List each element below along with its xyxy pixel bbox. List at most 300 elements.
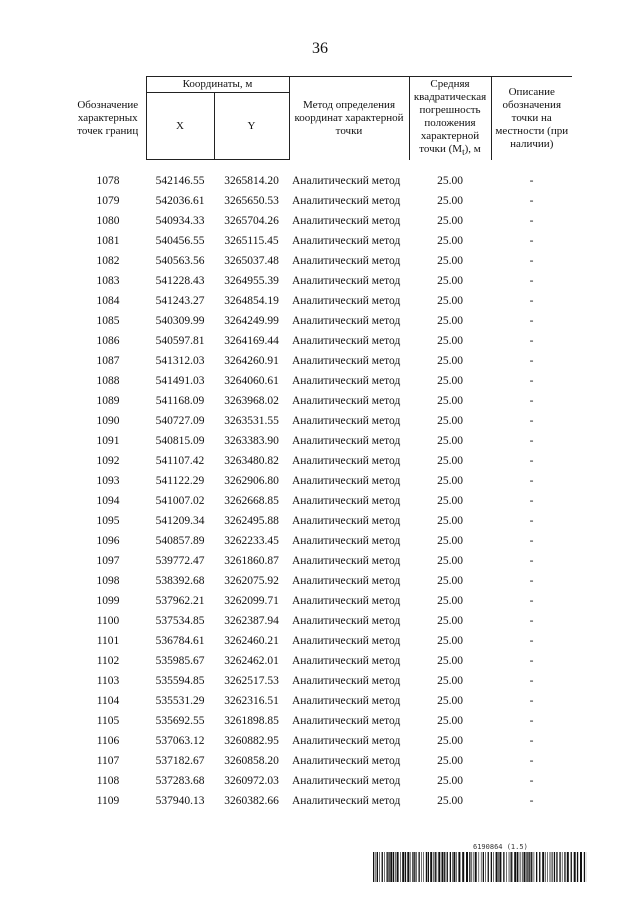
barcode-bar: [521, 852, 522, 882]
row-error: 25.00: [437, 195, 463, 207]
table-row: [70, 331, 572, 351]
table-row: [70, 171, 572, 191]
row-y: 3262233.45: [224, 535, 279, 547]
table-row: [70, 551, 572, 571]
row-y: 3263531.55: [224, 415, 279, 427]
barcode-bar: [499, 852, 501, 882]
row-error: 25.00: [437, 435, 463, 447]
row-description: -: [529, 275, 534, 287]
table-row: [70, 711, 572, 731]
row-x: 542036.61: [155, 195, 205, 207]
row-error: 25.00: [437, 535, 463, 547]
row-method: Аналитический метод: [292, 335, 401, 347]
barcode-bar: [481, 852, 482, 882]
barcode-bar: [382, 852, 383, 882]
header-error-tail: ), м: [464, 142, 481, 155]
row-x: 536784.61: [155, 635, 205, 647]
row-point: 1087: [96, 355, 120, 367]
row-method: Аналитический метод: [292, 215, 401, 227]
row-x: 540597.81: [155, 335, 205, 347]
row-y: 3264260.91: [224, 355, 279, 367]
barcode-bar: [379, 852, 380, 882]
row-y: 3262316.51: [224, 695, 279, 707]
row-description: -: [529, 475, 534, 487]
row-method: Аналитический метод: [292, 675, 401, 687]
row-x: 537940.13: [155, 795, 205, 807]
barcode-bar: [419, 852, 420, 882]
row-error: 25.00: [437, 735, 463, 747]
barcode-bar: [524, 852, 526, 882]
row-error: 25.00: [437, 175, 463, 187]
table-row: [70, 691, 572, 711]
row-description: -: [529, 615, 534, 627]
row-point: 1092: [96, 455, 120, 467]
row-y: 3264060.61: [224, 375, 279, 387]
row-error: 25.00: [437, 275, 463, 287]
row-x: 541122.29: [155, 475, 205, 487]
barcode-bar: [506, 852, 507, 882]
row-x: 540934.33: [155, 215, 205, 227]
table-row: [70, 351, 572, 371]
row-point: 1086: [96, 335, 120, 347]
barcode-bar: [402, 852, 404, 882]
row-y: 3262462.01: [224, 655, 279, 667]
barcode-bar: [452, 852, 453, 882]
row-error: 25.00: [437, 795, 463, 807]
row-y: 3265115.45: [224, 235, 279, 247]
row-method: Аналитический метод: [292, 455, 401, 467]
row-error: 25.00: [437, 675, 463, 687]
barcode-bar: [554, 852, 555, 882]
row-point: 1102: [96, 655, 120, 667]
header-point: Обозначение характерных точек границ: [70, 77, 146, 160]
row-x: 537283.68: [155, 775, 205, 787]
row-error: 25.00: [437, 355, 463, 367]
barcode-bar: [387, 852, 388, 882]
barcode-bar: [534, 852, 535, 882]
row-description: -: [529, 215, 534, 227]
row-description: -: [529, 715, 534, 727]
row-error: 25.00: [437, 375, 463, 387]
row-x: 537534.85: [155, 615, 205, 627]
row-x: 539772.47: [155, 555, 205, 567]
table-row: [70, 751, 572, 771]
barcode-bar: [458, 852, 460, 882]
row-error: 25.00: [437, 515, 463, 527]
barcode-bar: [531, 852, 532, 882]
barcode-bar: [488, 852, 489, 882]
row-y: 3264955.39: [224, 275, 279, 287]
barcode-bar: [453, 852, 455, 882]
row-method: Аналитический метод: [292, 655, 401, 667]
row-description: -: [529, 255, 534, 267]
row-x: 541007.02: [155, 495, 205, 507]
barcode-bar: [577, 852, 578, 882]
row-description: -: [529, 315, 534, 327]
row-y: 3265704.26: [224, 215, 279, 227]
row-error: 25.00: [437, 255, 463, 267]
row-description: -: [529, 675, 534, 687]
header-x: X: [146, 93, 214, 160]
barcode-bar: [428, 852, 429, 882]
row-x: 535531.29: [155, 695, 205, 707]
row-y: 3262075.92: [224, 575, 279, 587]
row-method: Аналитический метод: [292, 775, 401, 787]
barcode-bar: [485, 852, 486, 882]
row-method: Аналитический метод: [292, 695, 401, 707]
row-description: -: [529, 415, 534, 427]
row-error: 25.00: [437, 655, 463, 667]
row-description: -: [529, 235, 534, 247]
row-x: 535692.55: [155, 715, 205, 727]
row-method: Аналитический метод: [292, 375, 401, 387]
barcode-bar: [511, 852, 512, 882]
barcode-bar: [466, 852, 468, 882]
row-x: 542146.55: [155, 175, 205, 187]
row-y: 3263968.02: [224, 395, 279, 407]
row-point: 1091: [96, 435, 120, 447]
row-point: 1094: [96, 495, 120, 507]
barcode-bar: [542, 852, 544, 882]
table-row: [70, 271, 572, 291]
row-error: 25.00: [437, 335, 463, 347]
row-point: 1107: [96, 755, 120, 767]
row-method: Аналитический метод: [292, 355, 401, 367]
table-row: [70, 571, 572, 591]
barcode-bar: [384, 852, 385, 882]
barcode-bar: [437, 852, 438, 882]
barcode-bar: [438, 852, 440, 882]
row-error: 25.00: [437, 295, 463, 307]
row-description: -: [529, 515, 534, 527]
row-method: Аналитический метод: [292, 715, 401, 727]
barcode-bar: [473, 852, 474, 882]
row-point: 1080: [96, 215, 120, 227]
row-y: 3261898.85: [224, 715, 279, 727]
barcode-bar: [580, 852, 582, 882]
barcode-bar: [527, 852, 528, 882]
row-y: 3262517.53: [224, 675, 279, 687]
row-point: 1098: [96, 575, 120, 587]
row-point: 1088: [96, 375, 120, 387]
row-point: 1095: [96, 515, 120, 527]
page-number: 36: [312, 40, 328, 57]
barcode-bar: [469, 852, 470, 882]
barcode-bar: [526, 852, 527, 882]
header-coordinates: Координаты, м: [146, 77, 289, 93]
row-y: 3262387.94: [224, 615, 279, 627]
row-y: 3262099.71: [224, 595, 279, 607]
barcode-bar: [479, 852, 480, 882]
row-x: 537182.67: [155, 755, 205, 767]
row-error: 25.00: [437, 575, 463, 587]
barcode-bar: [539, 852, 540, 882]
row-method: Аналитический метод: [292, 535, 401, 547]
table-row: [70, 291, 572, 311]
barcode-bar: [405, 852, 406, 882]
barcode-bar: [503, 852, 504, 882]
table-row: [70, 631, 572, 651]
row-point: 1101: [96, 635, 120, 647]
barcode-bar: [400, 852, 401, 882]
row-y: 3263383.90: [224, 435, 279, 447]
table-row: [70, 591, 572, 611]
row-point: 1078: [96, 175, 120, 187]
row-x: 537063.12: [155, 735, 205, 747]
row-y: 3260382.66: [224, 795, 279, 807]
row-error: 25.00: [437, 315, 463, 327]
barcode-bar: [471, 852, 472, 882]
row-description: -: [529, 695, 534, 707]
row-x: 540857.89: [155, 535, 205, 547]
row-method: Аналитический метод: [292, 575, 401, 587]
row-description: -: [529, 455, 534, 467]
barcode-bar: [433, 852, 434, 882]
barcode-bar: [574, 852, 576, 882]
row-description: -: [529, 175, 534, 187]
barcode-bar: [376, 852, 377, 882]
row-method: Аналитический метод: [292, 515, 401, 527]
barcode-bar: [421, 852, 422, 882]
row-y: 3261860.87: [224, 555, 279, 567]
row-point: 1083: [96, 275, 120, 287]
table-row: [70, 211, 572, 231]
row-description: -: [529, 195, 534, 207]
table-row: [70, 511, 572, 531]
row-point: 1104: [96, 695, 120, 707]
barcode-bar: [510, 852, 511, 882]
barcode-bar: [567, 852, 569, 882]
row-point: 1108: [96, 775, 120, 787]
row-method: Аналитический метод: [292, 735, 401, 747]
row-x: 541209.34: [155, 515, 205, 527]
barcode-bar: [426, 852, 427, 882]
table-row: [70, 311, 572, 331]
row-error: 25.00: [437, 595, 463, 607]
table-row: [70, 391, 572, 411]
barcode-bar: [377, 852, 378, 882]
row-x: 540563.56: [155, 255, 205, 267]
row-y: 3265650.53: [224, 195, 279, 207]
row-error: 25.00: [437, 215, 463, 227]
table-row: [70, 471, 572, 491]
barcode-bar: [397, 852, 399, 882]
barcode-icon: [373, 852, 587, 882]
row-x: 541312.03: [155, 355, 205, 367]
table-row: [70, 371, 572, 391]
row-point: 1109: [96, 795, 120, 807]
table-row: [70, 651, 572, 671]
barcode-bar: [517, 852, 518, 882]
barcode-bar: [545, 852, 546, 882]
table-row: [70, 231, 572, 251]
row-error: 25.00: [437, 615, 463, 627]
table-row: [70, 531, 572, 551]
row-error: 25.00: [437, 235, 463, 247]
row-point: 1089: [96, 395, 120, 407]
row-y: 3263480.82: [224, 455, 279, 467]
row-method: Аналитический метод: [292, 275, 401, 287]
barcode-bar: [491, 852, 492, 882]
barcode-bar: [450, 852, 451, 882]
row-x: 540456.55: [155, 235, 205, 247]
table-row: [70, 671, 572, 691]
row-y: 3262495.88: [224, 515, 279, 527]
row-method: Аналитический метод: [292, 495, 401, 507]
row-point: 1097: [96, 555, 120, 567]
row-y: 3265037.48: [224, 255, 279, 267]
row-description: -: [529, 495, 534, 507]
table-row: [70, 251, 572, 271]
row-point: 1085: [96, 315, 120, 327]
row-x: 541228.43: [155, 275, 205, 287]
row-x: 537962.21: [155, 595, 205, 607]
barcode-bar: [562, 852, 563, 882]
row-point: 1084: [96, 295, 120, 307]
barcode-bar: [559, 852, 560, 882]
row-y: 3264854.19: [224, 295, 279, 307]
row-x: 541491.03: [155, 375, 205, 387]
row-point: 1105: [96, 715, 120, 727]
barcode-bar: [550, 852, 551, 882]
table-row: [70, 731, 572, 751]
row-error: 25.00: [437, 555, 463, 567]
row-point: 1079: [96, 195, 120, 207]
row-error: 25.00: [437, 455, 463, 467]
row-x: 541243.27: [155, 295, 205, 307]
row-error: 25.00: [437, 495, 463, 507]
barcode-bar: [456, 852, 457, 882]
table-row: [70, 791, 572, 811]
row-y: 3262668.85: [224, 495, 279, 507]
row-point: 1103: [96, 675, 120, 687]
row-error: 25.00: [437, 475, 463, 487]
barcode-bar: [407, 852, 409, 882]
row-method: Аналитический метод: [292, 435, 401, 447]
row-method: Аналитический метод: [292, 295, 401, 307]
header-description: Описание обозначения точки на местности (при наличии): [491, 77, 572, 160]
row-error: 25.00: [437, 775, 463, 787]
row-y: 3260858.20: [224, 755, 279, 767]
barcode-bar: [412, 852, 413, 882]
row-method: Аналитический метод: [292, 235, 401, 247]
barcode-bar: [493, 852, 494, 882]
row-method: Аналитический метод: [292, 315, 401, 327]
barcode-bar: [462, 852, 464, 882]
table-row: [70, 431, 572, 451]
row-method: Аналитический метод: [292, 555, 401, 567]
row-method: Аналитический метод: [292, 195, 401, 207]
barcode-bar: [552, 852, 553, 882]
row-point: 1082: [96, 255, 120, 267]
row-method: Аналитический метод: [292, 755, 401, 767]
header-error-subscript: t: [462, 146, 465, 157]
barcode-bar: [551, 852, 552, 882]
header-error: [409, 77, 491, 160]
row-y: 3265814.20: [224, 175, 279, 187]
row-method: Аналитический метод: [292, 415, 401, 427]
barcode-bar: [416, 852, 417, 882]
row-description: -: [529, 295, 534, 307]
row-method: Аналитический метод: [292, 255, 401, 267]
row-description: -: [529, 375, 534, 387]
barcode-bar: [390, 852, 392, 882]
row-point: 1093: [96, 475, 120, 487]
barcode-bar: [509, 852, 510, 882]
boundary-points-table: [70, 76, 572, 811]
barcode-bar: [414, 852, 415, 882]
table-row: [70, 611, 572, 631]
row-point: 1106: [96, 735, 120, 747]
row-description: -: [529, 635, 534, 647]
row-description: -: [529, 535, 534, 547]
row-description: -: [529, 735, 534, 747]
barcode-bar: [536, 852, 537, 882]
row-description: -: [529, 555, 534, 567]
barcode-bar: [373, 852, 374, 882]
barcode-bar: [442, 852, 444, 882]
barcode-bar: [393, 852, 394, 882]
header-error-text: Средняя квадратическая погрешность положения характерной точки (M: [413, 77, 487, 155]
barcode-bar: [423, 852, 424, 882]
row-point: 1081: [96, 235, 120, 247]
row-x: 540309.99: [155, 315, 205, 327]
row-method: Аналитический метод: [292, 175, 401, 187]
barcode-bar: [447, 852, 448, 882]
row-x: 540727.09: [155, 415, 205, 427]
row-y: 3260972.03: [224, 775, 279, 787]
barcode-bar: [498, 852, 499, 882]
row-method: Аналитический метод: [292, 595, 401, 607]
barcode-bar: [584, 852, 585, 882]
table-row: [70, 451, 572, 471]
row-y: 3260882.95: [224, 735, 279, 747]
row-description: -: [529, 395, 534, 407]
header-method: Метод определения координат характерной точки: [289, 77, 409, 160]
row-description: -: [529, 755, 534, 767]
row-description: -: [529, 775, 534, 787]
barcode-bar: [475, 852, 477, 882]
row-error: 25.00: [437, 635, 463, 647]
row-description: -: [529, 575, 534, 587]
barcode-bar: [395, 852, 396, 882]
barcode-bar: [435, 852, 436, 882]
row-x: 538392.68: [155, 575, 205, 587]
barcode-bar: [529, 852, 530, 882]
row-x: 541168.09: [155, 395, 205, 407]
row-x: 540815.09: [155, 435, 205, 447]
row-error: 25.00: [437, 395, 463, 407]
barcode-bar: [496, 852, 498, 882]
barcode-bar: [556, 852, 557, 882]
row-y: 3262906.80: [224, 475, 279, 487]
header-y: Y: [214, 93, 289, 160]
row-point: 1090: [96, 415, 120, 427]
row-error: 25.00: [437, 695, 463, 707]
barcode-bar: [514, 852, 516, 882]
barcode-bar: [483, 852, 484, 882]
row-method: Аналитический метод: [292, 395, 401, 407]
table-row: [70, 491, 572, 511]
table-row: [70, 191, 572, 211]
barcode-bar: [547, 852, 548, 882]
barcode-bar: [571, 852, 572, 882]
barcode-bar: [410, 852, 411, 882]
row-description: -: [529, 595, 534, 607]
row-error: 25.00: [437, 755, 463, 767]
barcode-bar: [564, 852, 565, 882]
barcode-bar: [430, 852, 432, 882]
